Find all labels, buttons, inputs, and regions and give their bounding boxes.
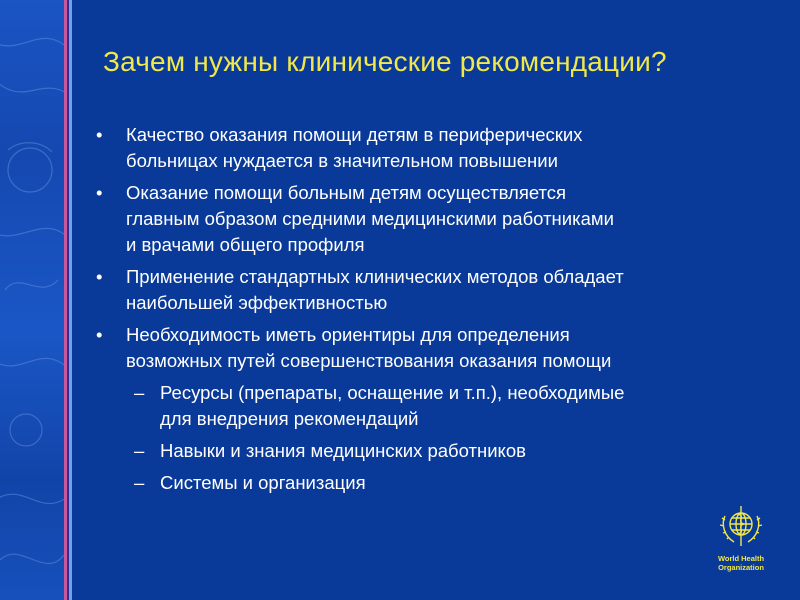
bullet-text-line: главным образом средними медицинскими работниками	[126, 208, 614, 229]
slide-title: Зачем нужны клинические рекомендации?	[103, 46, 667, 77]
bullet-text-line: Применение стандартных клинических методов обладает	[126, 266, 624, 287]
decorative-pattern-icon	[0, 0, 64, 600]
sub-bullet-marker: –	[134, 440, 145, 461]
sub-bullet-text-line: для внедрения рекомендаций	[160, 408, 419, 429]
bullet-text-line: Необходимость иметь ориентиры для определения	[126, 324, 570, 345]
bullet-item	[96, 322, 756, 496]
logo-text-line: Organization	[718, 563, 764, 572]
sub-bullet-text-line: Системы и организация	[160, 472, 366, 493]
who-emblem-icon	[718, 502, 764, 552]
bullet-text-line: возможных путей совершенствования оказания помощи	[126, 350, 612, 371]
logo-text-line: World Health	[717, 554, 765, 563]
bullet-marker: •	[96, 324, 103, 345]
bullet-marker: •	[96, 124, 103, 145]
who-logo	[712, 502, 770, 572]
bullet-marker: •	[96, 182, 103, 203]
sub-bullet-text-line: Ресурсы (препараты, оснащение и т.п.), необходимые	[160, 382, 625, 403]
divider-stripe	[69, 0, 72, 600]
bullet-text-line: наибольшей эффективностью	[126, 292, 388, 313]
bullet-text-line: Качество оказания помощи детям в периферических	[126, 124, 583, 145]
slide-body	[96, 122, 756, 502]
sub-bullet-item	[126, 438, 756, 464]
sub-bullet-marker: –	[134, 382, 145, 403]
bullet-text-line: и врачами общего профиля	[126, 234, 365, 255]
sub-bullet-list	[126, 380, 756, 496]
bullet-item	[96, 264, 756, 316]
bullet-text-line: больницах нуждается в значительном повышении	[126, 150, 558, 171]
sub-bullet-text-line: Навыки и знания медицинских работников	[160, 440, 526, 461]
bullet-item	[96, 180, 756, 258]
sub-bullet-item	[126, 470, 756, 496]
decorative-side-panel	[0, 0, 64, 600]
bullet-marker: •	[96, 266, 103, 287]
sub-bullet-item	[126, 380, 756, 432]
bullet-list	[96, 122, 756, 496]
sub-bullet-marker: –	[134, 472, 145, 493]
bullet-item	[96, 122, 756, 174]
bullet-text-line: Оказание помощи больным детям осуществляется	[126, 182, 567, 203]
